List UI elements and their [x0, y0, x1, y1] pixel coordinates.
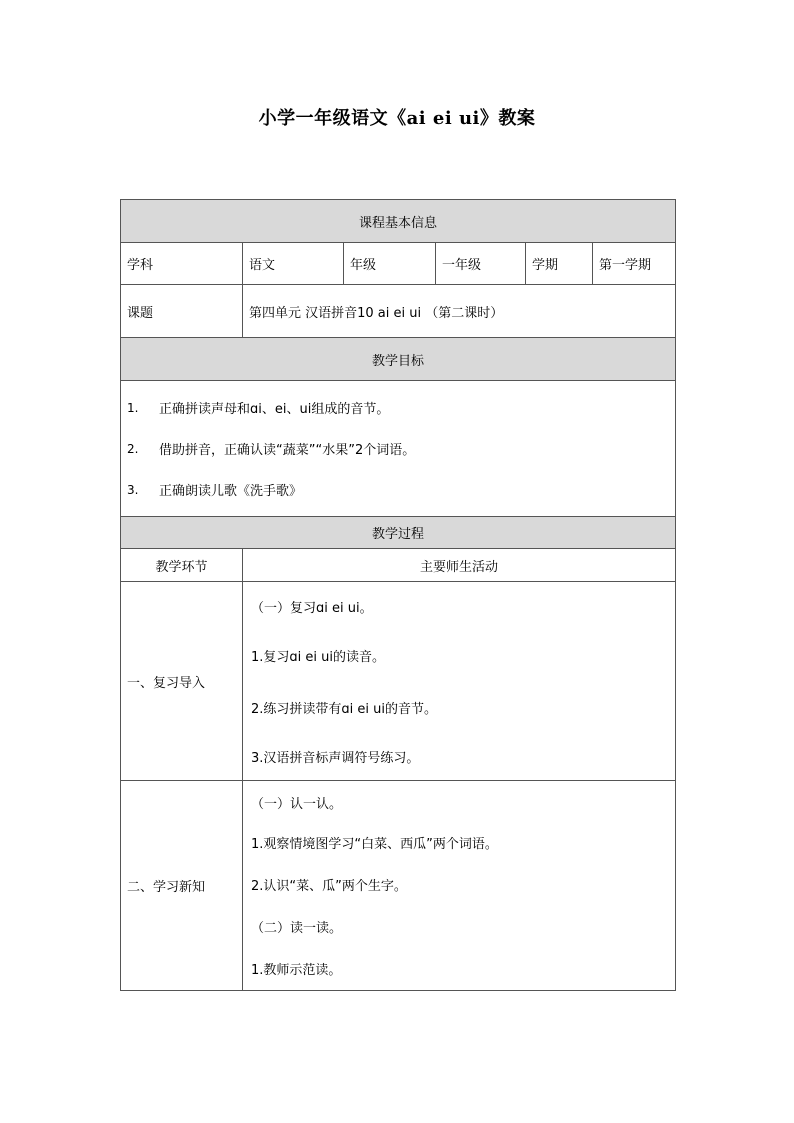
objectives-header-row	[121, 338, 676, 381]
grade-label: 年级	[344, 243, 436, 285]
objectives-row	[121, 381, 676, 517]
objective-number: 1.	[127, 400, 139, 415]
activity-line: 3.汉语拼音标声调符号练习。	[251, 750, 420, 766]
topic-row	[121, 285, 676, 338]
process-row	[121, 582, 676, 781]
objective-item	[127, 469, 669, 510]
stage-name: 一、复习导入	[121, 582, 243, 781]
objective-number: 2.	[127, 441, 139, 456]
process-row	[121, 781, 676, 991]
objective-number: 3.	[127, 482, 139, 497]
activity-line: 1.观察情境图学习“白菜、西瓜”两个词语。	[251, 837, 498, 852]
activity-line: （一）认一认。	[251, 796, 343, 812]
stage-activities	[243, 781, 676, 991]
objective-text: 正确朗读儿歌《洗手歌》	[159, 484, 303, 499]
process-header-row	[121, 517, 676, 549]
objective-item	[127, 387, 669, 428]
subject-row	[121, 243, 676, 285]
activity-column-header: 主要师生活动	[243, 549, 676, 582]
document-title: 小学一年级语文《ai ei ui》教案	[258, 108, 536, 129]
topic-label: 课题	[121, 285, 243, 338]
objective-text: 正确拼读声母和ɑi、ei、ui组成的音节。	[159, 402, 390, 417]
subject-value: 语文	[243, 243, 344, 285]
basic-info-header: 课程基本信息	[121, 200, 676, 243]
activity-line: 1.教师示范读。	[251, 962, 342, 978]
activity-line: （一）复习ɑi ei ui。	[251, 600, 373, 616]
topic-value: 第四单元 汉语拼音10 ai ei ui （第二课时）	[243, 285, 676, 338]
objectives-list	[121, 381, 676, 517]
subject-label: 学科	[121, 243, 243, 285]
objective-item	[127, 428, 669, 469]
activity-line: 2.练习拼读带有ɑi ei ui的音节。	[251, 701, 437, 717]
stage-column-header: 教学环节	[121, 549, 243, 582]
stage-activities	[243, 582, 676, 781]
basic-info-header-row	[121, 200, 676, 243]
lesson-plan-table	[120, 199, 676, 991]
activity-line: （二）读一读。	[251, 920, 343, 936]
objective-text: 借助拼音，正确认读“蔬菜”“水果”2个词语。	[159, 443, 416, 458]
term-label: 学期	[526, 243, 593, 285]
process-header: 教学过程	[121, 517, 676, 549]
process-columns-row	[121, 549, 676, 582]
activity-line: 1.复习ɑi ei ui的读音。	[251, 649, 385, 665]
objectives-header: 教学目标	[121, 338, 676, 381]
grade-value: 一年级	[436, 243, 526, 285]
term-value: 第一学期	[593, 243, 676, 285]
stage-name: 二、学习新知	[121, 781, 243, 991]
activity-line: 2.认识“菜、瓜”两个生字。	[251, 878, 407, 894]
